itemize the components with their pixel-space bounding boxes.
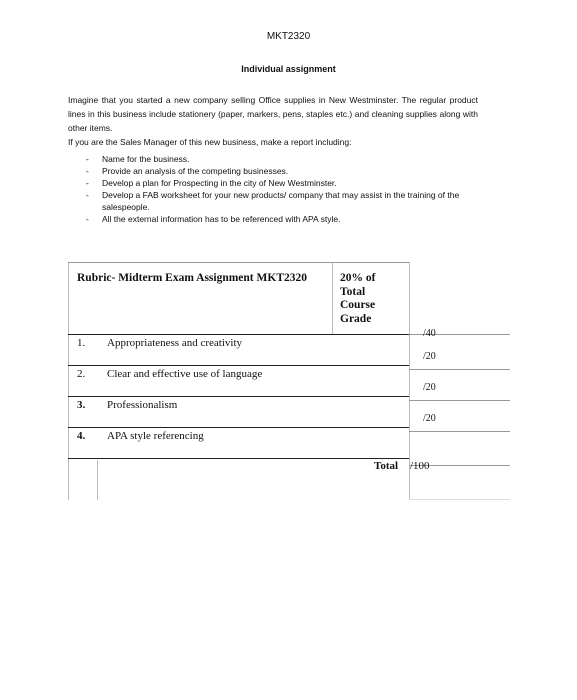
- criterion-number: 3.: [77, 399, 86, 411]
- row-divider: [68, 396, 409, 397]
- requirement-item: - Name for the business.: [86, 154, 190, 164]
- table-border: [332, 262, 333, 334]
- total-score: /100: [410, 460, 430, 472]
- row-divider: [409, 431, 510, 432]
- row-divider: [409, 499, 510, 500]
- criterion-number: 4.: [77, 430, 86, 442]
- row-divider: [68, 365, 409, 366]
- criterion-number: 2.: [77, 368, 86, 380]
- table-border-top: [68, 262, 409, 263]
- requirement-item: - All the external information has to be referenced with APA style.: [86, 214, 341, 224]
- row-divider: [409, 400, 510, 401]
- row-divider: [409, 369, 510, 370]
- intro-paragraph: Imagine that you started a new company selling Office supplies in New Westminster. The regular product lines in this business include stationery (paper, markers, pens, staples etc.) and cleaning supplies along with other items.: [68, 95, 478, 133]
- row-divider: [68, 458, 409, 459]
- requirement-item: - Provide an analysis of the competing businesses.: [86, 166, 289, 176]
- criterion-label: APA style referencing: [107, 430, 204, 442]
- rubric-weight: 20% of Total Course Grade: [340, 272, 376, 325]
- criterion-label: Professionalism: [107, 399, 178, 411]
- table-border-left: [68, 262, 69, 500]
- criterion-number: 1.: [77, 337, 86, 349]
- criterion-score: /20: [423, 413, 436, 424]
- row-divider: [68, 427, 409, 428]
- total-label: Total: [374, 460, 399, 472]
- criterion-score: /20: [423, 382, 436, 393]
- rubric-title: Rubric- Midterm Exam Assignment MKT2320: [77, 272, 307, 284]
- table-border: [97, 460, 98, 500]
- requirement-item: - Develop a FAB worksheet for your new products/ company that may assist in the training of the salespeople.: [86, 190, 460, 212]
- requirement-item: - Develop a plan for Prospecting in the city of New Westminster.: [86, 178, 337, 188]
- criterion-label: Clear and effective use of language: [107, 368, 263, 380]
- instruction-text: If you are the Sales Manager of this new business, make a report including:: [68, 137, 352, 147]
- criterion-score: /20: [423, 351, 436, 362]
- criterion-score: /40: [423, 328, 436, 339]
- row-divider: [68, 334, 409, 335]
- criterion-label: Appropriateness and creativity: [107, 337, 243, 349]
- course-code: MKT2320: [266, 31, 311, 42]
- requirements-list: [86, 153, 496, 225]
- assignment-title: Individual assignment: [241, 64, 336, 74]
